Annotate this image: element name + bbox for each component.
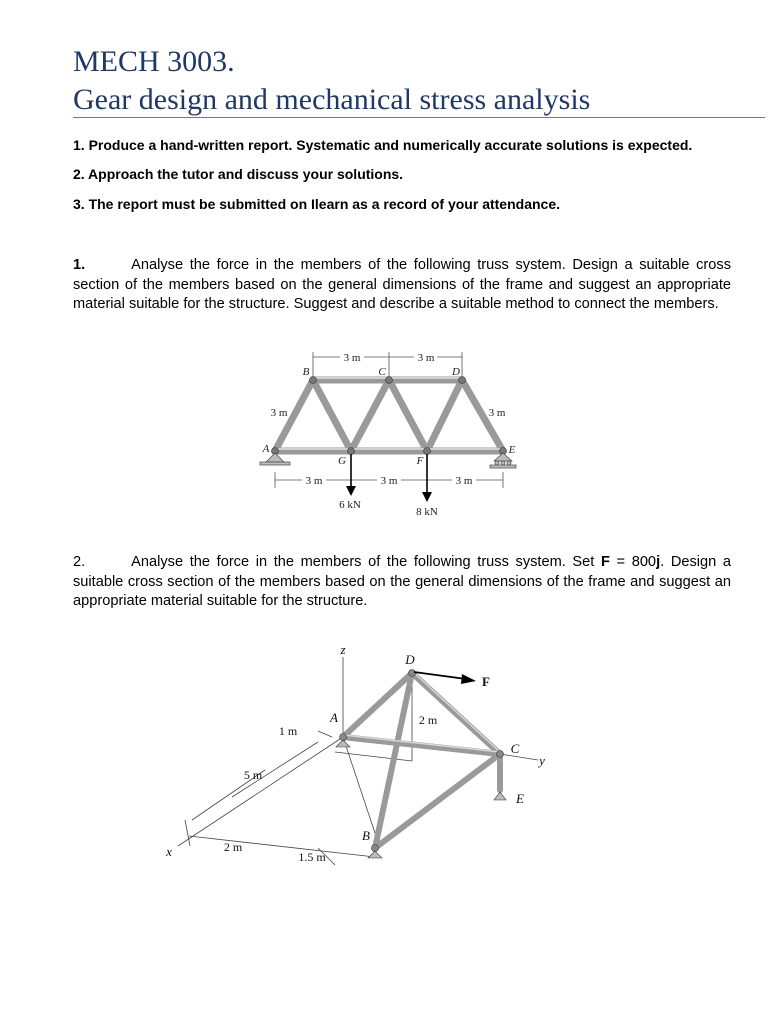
fig1-node-d: D: [452, 366, 460, 378]
fig1-node-a: A: [262, 443, 270, 455]
question-1: [73, 256, 731, 315]
fig1-node-f: F: [416, 455, 424, 467]
fig2-node-b: B: [362, 828, 370, 843]
question-2-text-b: = 800: [609, 554, 657, 570]
truss-figure-2: [160, 640, 580, 880]
fig1-node-g: G: [338, 455, 346, 467]
fig1-dim-top-2: 3 m: [417, 352, 435, 364]
fig2-node-d: D: [405, 652, 415, 667]
fig1-node-e: E: [508, 444, 516, 456]
question-2-text-a: Analyse the force in the members of the following truss system. Set: [131, 554, 601, 570]
page-title-line1: MECH 3003.: [73, 45, 235, 78]
question-2-text-c: . Design a suitable cross section of the members based on the general dimensions of the frame and suggest an appropriate material suitable for the structure.: [73, 554, 731, 609]
question-2: [73, 553, 731, 612]
question-2-number: 2.: [73, 554, 86, 570]
fig1-dim-left: 3 m: [270, 407, 288, 419]
fig2-axis-x: x: [166, 844, 172, 859]
question-1-text: Analyse the force in the members of the following truss system. Design a suitable cross section of the members based on the general dimensions of the frame and suggest an appropriate material suitable for the structure. Suggest and describe a suitable method to connect the members.: [73, 257, 731, 312]
question-2-force-symbol: F: [600, 554, 610, 570]
fig2-dim-2m-vertical: 2 m: [418, 713, 438, 727]
instruction-3: 3. The report must be submitted on Ilearn as a record of your attendance.: [73, 196, 560, 212]
fig1-load-8kn: 8 kN: [416, 506, 438, 518]
fig2-node-a: A: [330, 710, 338, 725]
question-1-number: 1.: [73, 257, 86, 273]
fig2-dim-5m: 5 m: [243, 768, 263, 782]
fig1-node-c: C: [378, 366, 386, 378]
fig1-dim-right: 3 m: [488, 407, 506, 419]
fig2-force-label: F: [482, 674, 490, 689]
page-title-line2: Gear design and mechanical stress analysis: [73, 83, 591, 116]
fig2-node-e: E: [516, 791, 524, 806]
instruction-2: 2. Approach the tutor and discuss your solutions.: [73, 166, 404, 182]
fig2-axis-y: y: [539, 753, 545, 768]
fig1-dim-bot-1: 3 m: [305, 475, 323, 487]
fig2-axis-z: z: [340, 642, 346, 657]
fig2-dim-1m: 1 m: [278, 724, 298, 738]
question-2-unit-vector: j: [656, 554, 661, 570]
fig2-dim-2m: 2 m: [223, 840, 243, 854]
fig1-dim-bot-3: 3 m: [455, 475, 473, 487]
fig1-load-6kn: 6 kN: [339, 499, 361, 511]
fig1-node-b: B: [302, 366, 310, 378]
fig2-node-c: C: [510, 741, 520, 756]
fig1-dim-bot-2: 3 m: [380, 475, 398, 487]
title-divider: [73, 117, 765, 118]
fig1-dim-top-1: 3 m: [343, 352, 361, 364]
truss-figure-1: [250, 344, 520, 524]
instruction-1: 1. Produce a hand-written report. Systematic and numerically accurate solutions is expected.: [73, 137, 693, 153]
fig2-dim-1-5m: 1.5 m: [298, 850, 326, 864]
